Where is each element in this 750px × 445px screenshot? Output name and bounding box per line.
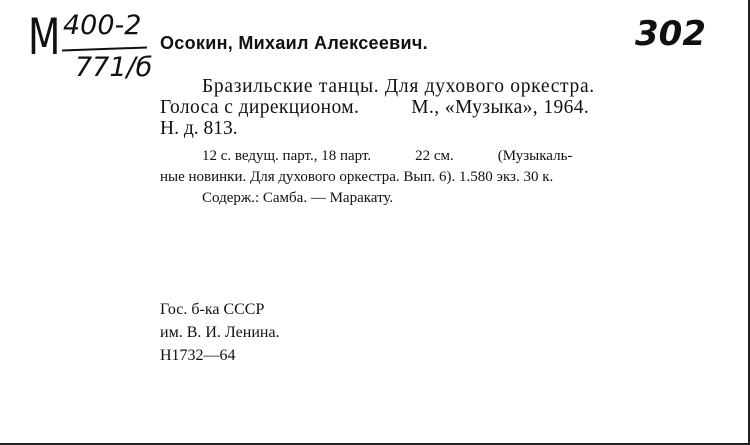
inventory-number: 302 [635,14,706,54]
library-line-1: Гос. б-ка СССР [160,301,265,318]
series-start: (Музыкаль- [497,148,573,164]
title-parts: Голоса с дирекционом. [160,97,360,118]
size: 22 см. [415,148,454,164]
publication-info: М., «Музыка», 1964. [411,97,590,118]
library-line-2: им. В. И. Ленина. [160,324,280,341]
pages: 12 с. ведущ. парт., 18 парт. [202,148,372,164]
title-statement [160,76,705,139]
shelfmark-top: 400-2 [63,10,142,41]
description-line-1 [160,146,700,167]
physical-description [160,146,700,209]
library-stamp [160,298,280,367]
plate-number: Н. д. 813. [160,118,238,139]
library-line-3: Н1732—64 [160,347,236,364]
title-line-1: Бразильские танцы. Для духового оркестра. [202,76,595,97]
author-heading: Осокин, Михаил Алексеевич. [160,33,428,53]
description-line-2: ные новинки. Для духового оркестра. Вып. 6). 1.580 экз. 30 к. [160,169,554,185]
contents-note: Содерж.: Самба. — Маракату. [202,190,394,206]
shelfmark-letter: М [28,8,61,66]
shelfmark-divider [62,47,147,52]
shelfmark-bottom: 771/б [75,52,153,83]
title-line-2 [160,97,705,118]
